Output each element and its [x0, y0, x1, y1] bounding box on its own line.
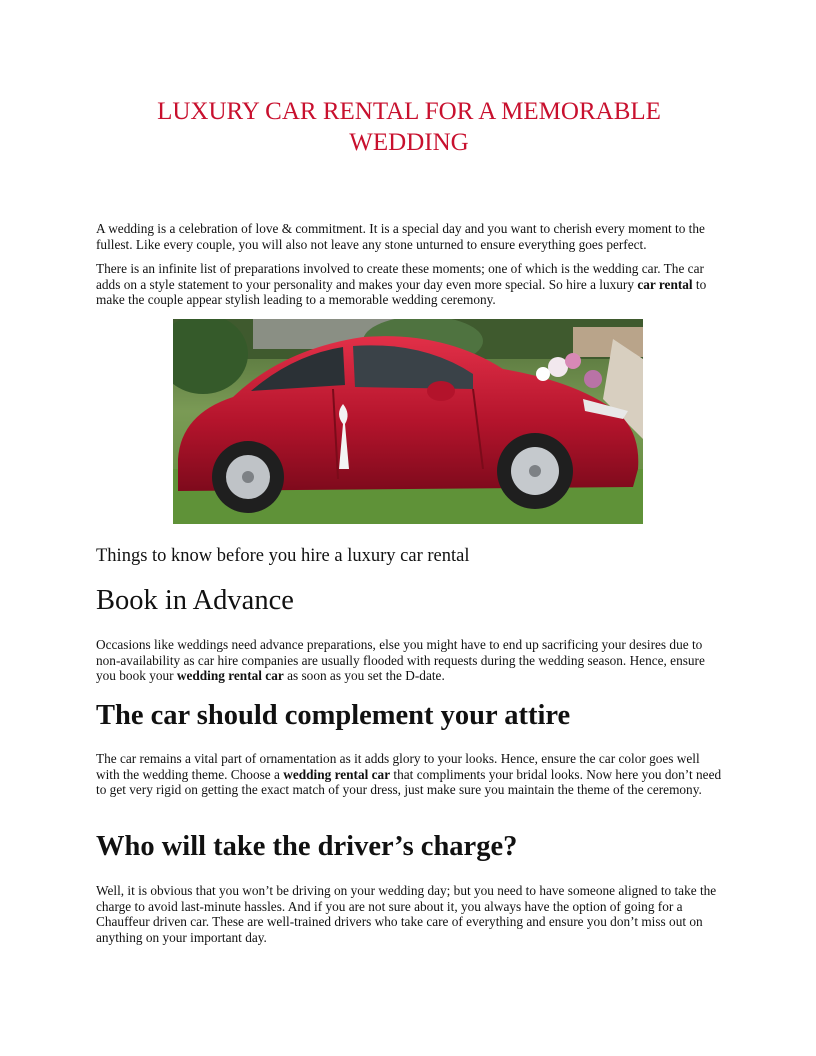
intro-paragraph-1: A wedding is a celebration of love & commitment. It is a special day and you want to cherish every moment to the fullest. Like every couple, you will also not leave any stone unturned to ensure everything goes perfect. — [96, 221, 705, 252]
section-heading-complement-attire: The car should complement your attire — [96, 700, 571, 731]
section1-text-a: Occasions like weddings need advance preparations, else you might have to end up sacrificing your desires due to non-availability as car hire companies are usually flooded with requests during the wedding season. Hence, ensure you book your — [96, 637, 705, 684]
section1-text-b: as soon as you set the D-date. — [283, 668, 445, 684]
intro-p2-text-a: There is an infinite list of preparations involved to create these moments; one of which is the wedding car. The car adds on a style statement to your personality and makes your day even more special. So hire a luxury — [96, 261, 704, 292]
wedding-car-photo — [173, 319, 643, 524]
wedding-rental-car-bold-1: wedding rental car — [176, 668, 284, 684]
section-heading-driver-charge: Who will take the driver’s charge? — [96, 831, 518, 862]
complement-attire-paragraph — [96, 751, 722, 798]
car-rental-bold: car rental — [637, 276, 693, 292]
intro-paragraph-2 — [96, 261, 722, 308]
section2-text-a: The car remains a vital part of ornamentation as it adds glory to your looks. Hence, ensure the car color goes well with the wedding theme. Choose a — [96, 751, 700, 782]
section-heading-book-in-advance: Book in Advance — [96, 585, 294, 616]
title-line-1: LUXURY CAR RENTAL FOR A MEMORABLE — [157, 98, 661, 125]
wedding-car-icon — [173, 319, 643, 524]
book-in-advance-paragraph — [96, 637, 722, 684]
wedding-rental-car-bold-2: wedding rental car — [283, 766, 391, 782]
page-title — [96, 96, 722, 158]
section-subheading: Things to know before you hire a luxury car rental — [96, 546, 470, 566]
section2-text-b: that compliments your bridal looks. Now here you don’t need to get very rigid on getting the exact match of your dress, just make sure you maintain the theme of the ceremony. — [96, 766, 722, 798]
intro-p2-text-b: to make the couple appear stylish leading to a memorable wedding ceremony. — [96, 276, 707, 308]
title-line-2: WEDDING — [349, 129, 469, 156]
driver-charge-paragraph: Well, it is obvious that you won’t be driving on your wedding day; but you need to have someone aligned to take the charge to avoid last-minute hassles. And if you are not sure about it, you always have the option of going for a Chauffeur driven car. These are well-trained drivers who take care of everything and ensure you don’t miss out on anything on your important day. — [96, 883, 717, 945]
